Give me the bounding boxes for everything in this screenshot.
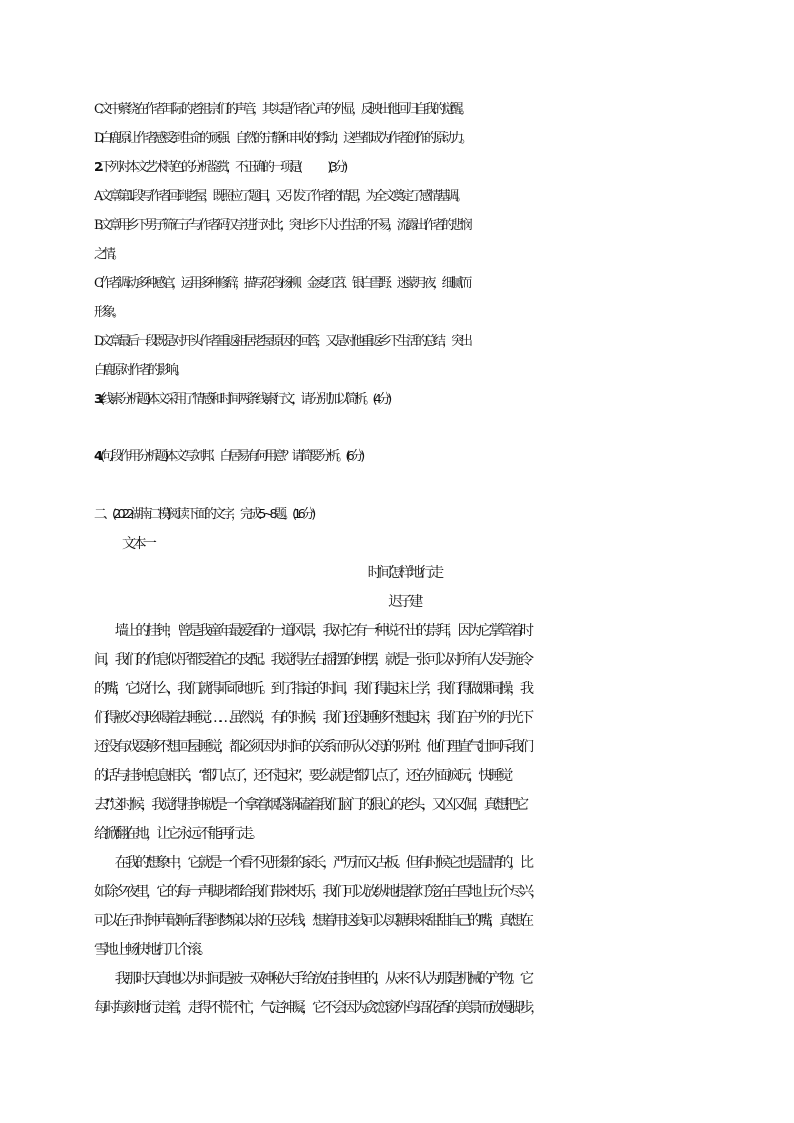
option-c-part1: C.文中萦绕在作者耳际的老祖宗们的声音，其实是作者心声的外显，反映出他回归自我的觉醒。 (94, 102, 469, 117)
question-2-option-d-line2: 白鹿原对作者的影响。 (94, 363, 184, 378)
passage-line: 的话与挂钟息息相关，“都几点了，还不起床”，要么就是“都几点了，还在外面疯玩，快睡觉 (94, 768, 510, 784)
passage-line: 雪地上畅快地打几个滚。 (94, 942, 209, 958)
question-4-number: 4. (94, 449, 101, 464)
question-3-number: 3. (94, 392, 101, 407)
passage-line: 们得被父母吆喝着去睡觉……虽然说，有的时候，我们还没睡够不想起床，我们在户外的月光下 (94, 710, 531, 726)
question-3-text: (线索分析题)本文采用了情感和时间两条线索行文，请分别加以简析。(4 分) (100, 392, 389, 407)
passage-line: 在我的想象中，它就是一个看不见形影的家长，严厉而又古板。但有时候它也是温情的，比 (94, 855, 531, 871)
question-2-stem-a: 下列对本文艺术特色的分析鉴赏，不正确的一项是( (100, 160, 300, 175)
option-d-part1: D.白鹿原让作者感受到生命的顽强、自然的宁静和丰收的悸动，这些都成为作者创作的原动力。 (94, 131, 470, 146)
passage-line: 还没有戏耍够不想回屋睡觉，都必须因为时间的关系而听从父母的吩咐。他们理直气壮呵斥我们 (94, 739, 531, 755)
question-2-number: 2. (94, 160, 101, 175)
question-2-option-b-line1: B.文章用乡下男子筛石子与作者码汉字进行对比，突出乡下人讨生活的不易，流露出作者的悲悯 (94, 218, 469, 233)
question-4 (94, 447, 714, 467)
question-2-option-b-line2: 之情。 (94, 247, 121, 262)
passage-line: 间，我们的作息似乎都受着它的支配。我觉得左右摇摆的钟摆，就是一张可以对所有人发号施令 (94, 652, 531, 668)
text-label: 文本一 (122, 536, 154, 552)
question-3 (94, 390, 714, 410)
passage-line: 我那时天真地以为时间是被一双神秘大手给放在挂钟里的，从来不认为那是机械的产物。它 (94, 971, 531, 987)
passage-line: 墙上的挂钟，曾是我童年最爱看的一道风景，我对它有一种说不出的崇拜，因为它掌管着时 (94, 623, 531, 639)
passage-author: 迟子建 (388, 594, 420, 610)
passage-line: 去!”这时候，我觉得挂钟就是一个拿着烟袋锅磕着我们脑门的狠心的老头，又凶又倔，真想把它 (94, 797, 526, 813)
passage-line: 可以在子时钟声敲响后得到梦寐以求的压岁钱，想着用这钱可以买糖果来甜甜自己的嘴，真想在 (94, 913, 531, 929)
question-2-option-c-line2: 形象。 (94, 305, 121, 320)
passage-line: 的嘴，它说什么，我们就得乖乖地听。到了指定的时间，我们得起床上学，我们得做课间操，我 (94, 681, 531, 697)
question-4-text: (句段作用分析题)本文写刘邦、白居易有何用意？请简要分析。(6 分) (100, 449, 362, 464)
question-2-option-c-line1: C.作者调动多种感官，运用多种修辞，描写花鸟杨柳、金麦红苕、银白雪野、迷蒙月夜，细腻而 (94, 276, 469, 291)
passage-line: 如除夕夜里，它的每一声脚步都给我们带来快乐，我们可以放纵地提着灯笼在白雪地上玩个尽兴， (94, 884, 541, 900)
passage-line: 给掀翻在地，让它永远不能再行走。 (94, 826, 261, 842)
passage-line: 每时每刻地行走着，走得不慌不忙，气定神凝，它不会因为贪恋窗外鸟语花香的美景而放慢脚步， (94, 1000, 541, 1016)
question-2-stem (94, 158, 714, 178)
question-2-stem-b: )(3 分) (327, 160, 345, 175)
section-2-heading: 二、(2022·湖南二模)阅读下面的文字，完成 5~8 题。(16 分) (94, 507, 313, 522)
question-2-option-a: A.文章第 1 段写作者回到老屋，既照应了题目，又引发了作者的情思，为全文奠定了感情基调。 (94, 189, 465, 204)
passage-title: 时间怎样地行走 (367, 565, 441, 581)
question-2-option-d-line1: D.文章最后一段既是对开头作者重返祖居老屋原因的回答，又是对他重返乡下生活的总结，突出 (94, 334, 470, 349)
